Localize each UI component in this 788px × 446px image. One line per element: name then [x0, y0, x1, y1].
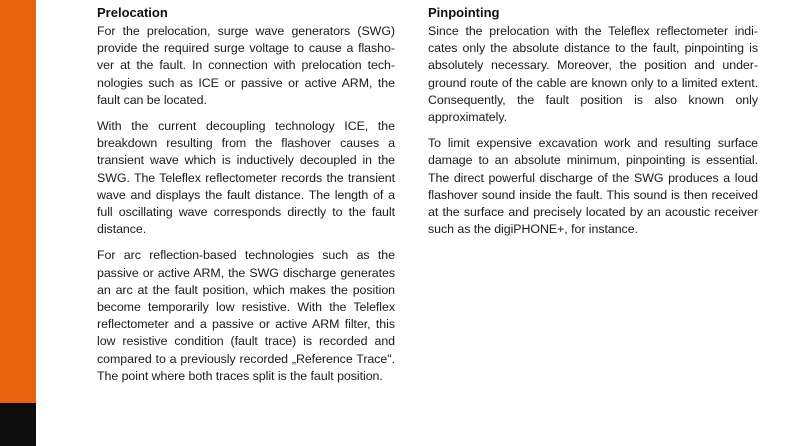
pinpointing-heading: Pinpointing: [428, 5, 500, 20]
prelocation-paragraph-2: With the current decoupling technology ICE, the breakdown resulting from the flashover causes a transient wave which is inductively decoupled in the SWG. The Teleflex reflectometer records the transient wave and displays the fault distance. The length of a full oscillating wave corresponds directly to the fault distance.: [97, 119, 395, 237]
prelocation-paragraph-3: For arc reflection-based technologies such as the passive or active ARM, the SWG discharge generates an arc at the fault position, which makes the position become temporarily low resistive. With the Teleflex reflectometer and a passive or active ARM filter, this low resistive condition (fault trace) is recorded and compared to a previously recorded „Reference Trace". The point where both traces split is the fault position.: [97, 248, 395, 383]
pinpointing-column: [428, 4, 758, 238]
pinpointing-paragraph-2: To limit expensive excavation work and resulting surface damage to an absolute minimum, pinpointing is essential. The direct powerful discharge of the SWG produces a loud flashover sound inside the fault. This sound is then received at the surface and precisely located by an acoustic receiver such as the digiPHONE+, for instance.: [428, 136, 758, 237]
side-accent-black: [0, 403, 36, 446]
prelocation-column: [97, 4, 395, 385]
prelocation-heading: Prelocation: [97, 5, 168, 20]
pinpointing-paragraph-1: Since the prelocation with the Teleflex reflectometer indicates only the absolute distance to the fault, pinpointing is absolutely necessary. Moreover, the position and underground route of the cable are known only to a limited extent. Consequently, the fault position is also known only approximately.: [428, 24, 758, 125]
side-accent-bar: [0, 0, 36, 446]
side-accent-orange: [0, 0, 36, 403]
prelocation-paragraph-1: For the prelocation, surge wave generators (SWG) provide the required surge voltage to cause a flashover at the fault. In connection with prelocation technologies such as ICE or passive or active ARM, the fault can be located.: [97, 24, 395, 107]
